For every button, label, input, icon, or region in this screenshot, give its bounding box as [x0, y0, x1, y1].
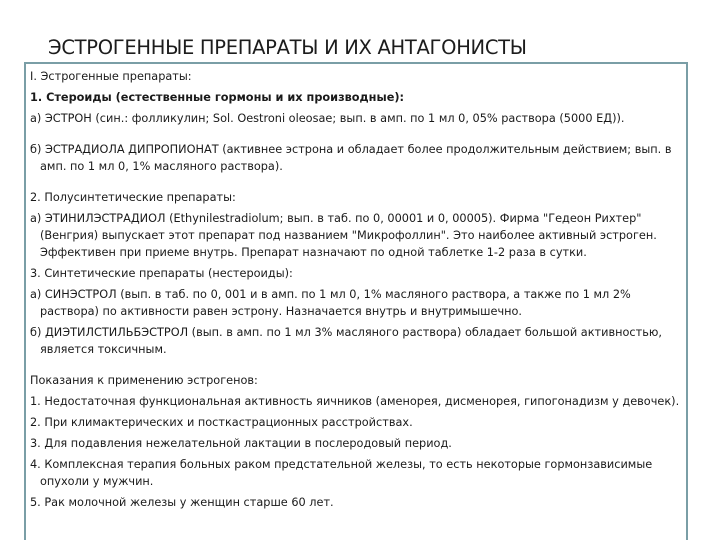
section-heading-estrogens: I. Эстрогенные препараты:	[30, 70, 192, 83]
subsection-steroids: 1. Стероиды (естественные гормоны и их производные):	[30, 91, 405, 104]
item-estradiol-dipropionate: б) ЭСТРАДИОЛА ДИПРОПИОНАТ (активнее эстрона и обладает более продолжительным действием; вып. в амп. по 1 мл 0, 1% масляного раствора).	[30, 143, 672, 173]
subsection-synthetic: 3. Синтетические препараты (нестероиды):	[30, 267, 293, 280]
indication-3: 3. Для подавления нежелательной лактации в послеродовый период.	[30, 437, 452, 450]
left-edge	[12, 0, 14, 540]
indication-2: 2. При климактерических и посткастрационных расстройствах.	[30, 416, 413, 429]
indication-1: 1. Недостаточная функциональная активность яичников (аменорея, дисменорея, гипогонадизм у девочек).	[30, 395, 680, 408]
item-synestrol: а) СИНЭСТРОЛ (вып. в таб. по 0, 001 и в амп. по 1 мл 0, 1% масляного раствора, а также по 1 мл 2% раствора) по активности равен эстрону. Назначается внутрь и внутримышечно.	[30, 288, 631, 318]
content-frame	[24, 62, 688, 540]
indication-5: 5. Рак молочной железы у женщин старше 60 лет.	[30, 496, 334, 509]
item-estron: а) ЭСТРОН (син.: фолликулин; Sol. Oestroni oleosae; вып. в амп. по 1 мл 0, 05% раствора (5000 ЕД)).	[30, 112, 625, 125]
slide-title: ЭСТРОГЕННЫЕ ПРЕПАРАТЫ И ИХ АНТАГОНИСТЫ	[48, 36, 527, 59]
item-ethinylestradiol: а) ЭТИНИЛЭСТРАДИОЛ (Ethynilestradiolum; вып. в таб. по 0, 00001 и 0, 00005). Фирма "Гедеон Рихтер" (Венгрия) выпускает этот препарат под названием "Микрофоллин". Это наиболее активный эстроген. Эффективен при приеме внутрь. Препарат назначают по одной таблетке 1-2 раза в сутки.	[30, 212, 657, 259]
item-diethylstilbestrol: б) ДИЭТИЛСТИЛЬБЭСТРОЛ (вып. в амп. по 1 мл 3% масляного раствора) обладает большой активностью, является токсичным.	[30, 326, 662, 356]
indications-heading: Показания к применению эстрогенов:	[30, 374, 258, 387]
subsection-semisynthetic: 2. Полусинтетические препараты:	[30, 191, 236, 204]
slide-body	[30, 68, 682, 515]
indication-4: 4. Комплексная терапия больных раком предстательной железы, то есть некоторые гормонзависимые опухоли у мужчин.	[30, 458, 653, 488]
